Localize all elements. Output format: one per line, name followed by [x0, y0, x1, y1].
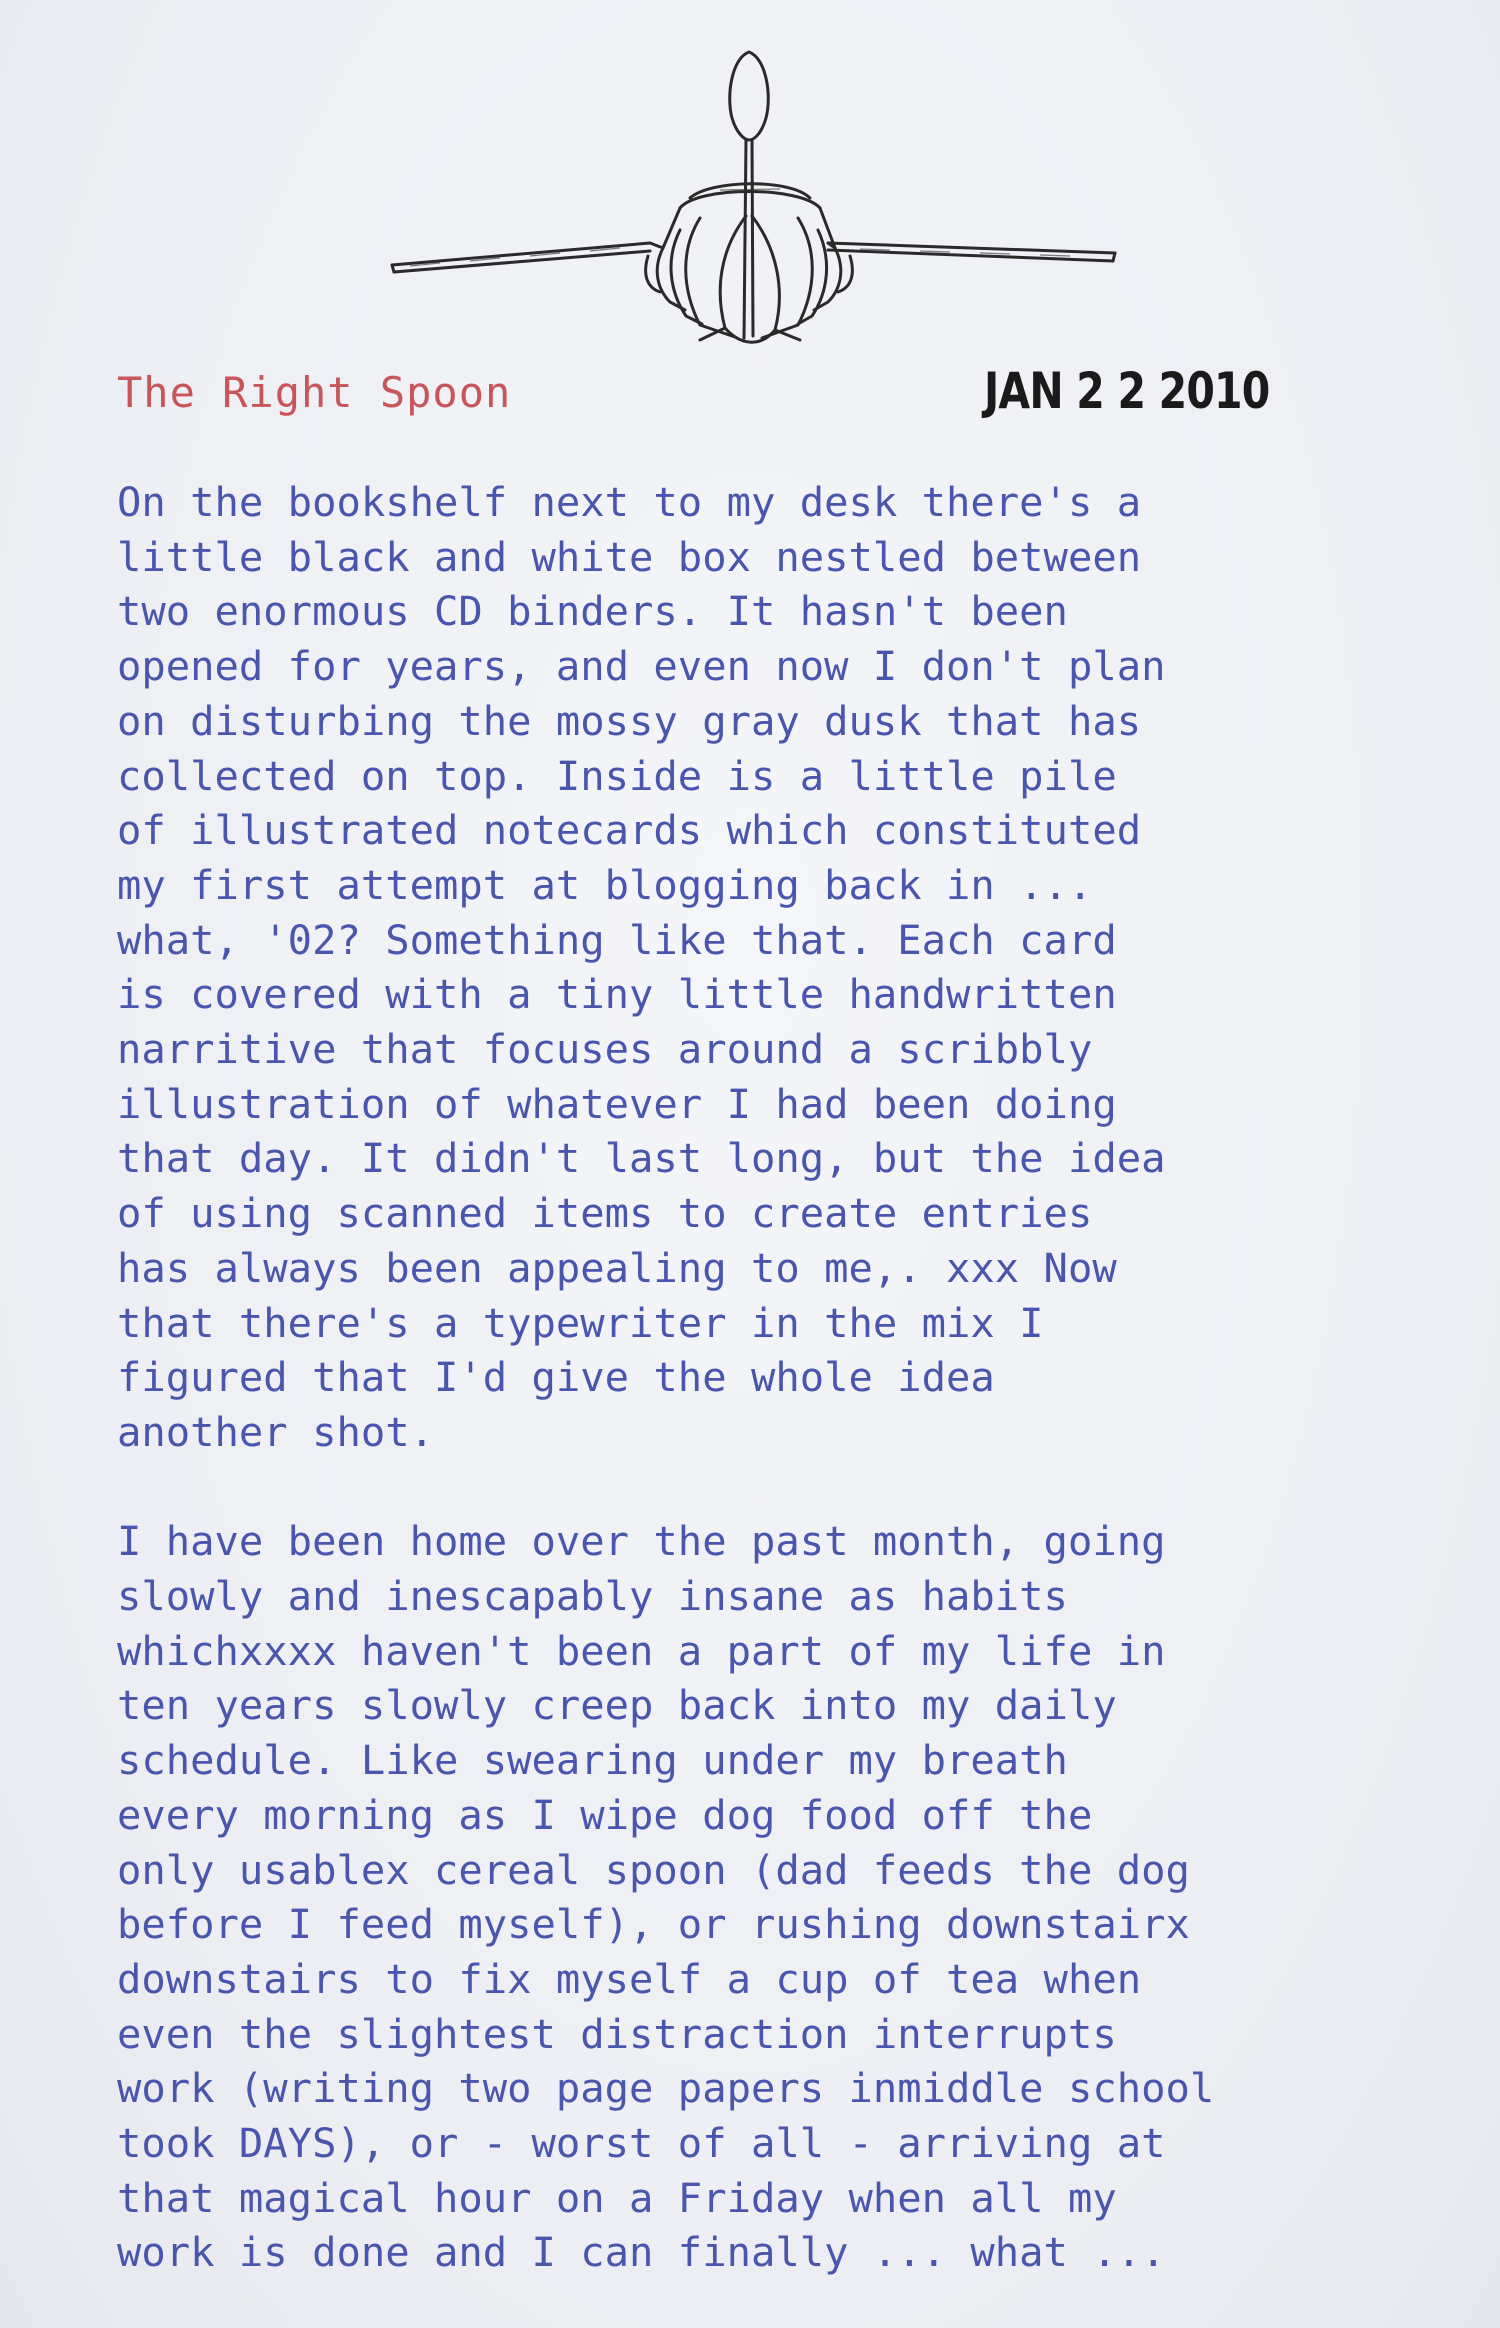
text-line: On the bookshelf next to my desk there's a [117, 478, 1142, 526]
text-line: whichxxxx haven't been a part of my life in [117, 1626, 1166, 1675]
text-line: only usablex cereal spoon (dad feeds the dog [117, 1845, 1190, 1894]
text-line: collected on top. Inside is a little pile [117, 751, 1117, 800]
text-line: slowly and inescapably insane as habits [117, 1572, 1068, 1621]
text-line: that day. It didn't last long, but the idea [117, 1134, 1166, 1183]
text-line: of using scanned items to create entries [117, 1189, 1093, 1238]
date-stamp: JAN 2 2 2010 [984, 362, 1270, 420]
text-line: that there's a typewriter in the mix I [117, 1298, 1044, 1347]
text-line: every morning as I wipe dog food off the [117, 1790, 1093, 1839]
text-line: schedule. Like swearing under my breath [117, 1736, 1068, 1785]
spoon-illustration [380, 40, 1120, 360]
text-line: is covered with a tiny little handwritten [117, 970, 1117, 1019]
body-text [117, 475, 1417, 2280]
text-line: opened for years, and even now I don't plan [117, 642, 1166, 691]
text-line: of illustrated notecards which constituted [117, 806, 1142, 855]
text-line: ten years slowly creep back into my daily [117, 1681, 1117, 1730]
text-line: has always been appealing to me,. xxx Now [117, 1243, 1117, 1292]
document-title: The Right Spoon [117, 368, 512, 417]
paragraph-1 [117, 475, 1417, 1460]
text-line: two enormous CD binders. It hasn't been [117, 587, 1068, 636]
text-line: downstairs to fix myself a cup of tea when [117, 1954, 1142, 2003]
text-line: on disturbing the mossy gray dusk that has [117, 696, 1142, 745]
text-line: I have been home over the past month, going [117, 1517, 1166, 1566]
paragraph-2 [117, 1514, 1417, 2280]
text-line: that magical hour on a Friday when all my [117, 2173, 1117, 2222]
text-line: even the slightest distraction interrupts [117, 2009, 1117, 2058]
text-line: little black and white box nestled between [117, 532, 1142, 581]
text-line: work (writing two page papers inmiddle school [117, 2064, 1215, 2113]
text-line: another shot. [117, 1407, 434, 1456]
text-line: illustration of whatever I had been doing [117, 1079, 1117, 1128]
text-line: work is done and I can finally ... what ... [117, 2228, 1166, 2277]
text-line: narritive that focuses around a scribbly [117, 1025, 1093, 1074]
text-line: my first attempt at blogging back in ... [117, 860, 1093, 909]
text-line: what, '02? Something like that. Each card [117, 915, 1117, 964]
text-line: figured that I'd give the whole idea [117, 1353, 995, 1402]
text-line: before I feed myself), or rushing downstairx [117, 1900, 1190, 1949]
text-line: took DAYS), or - worst of all - arriving at [117, 2119, 1166, 2168]
